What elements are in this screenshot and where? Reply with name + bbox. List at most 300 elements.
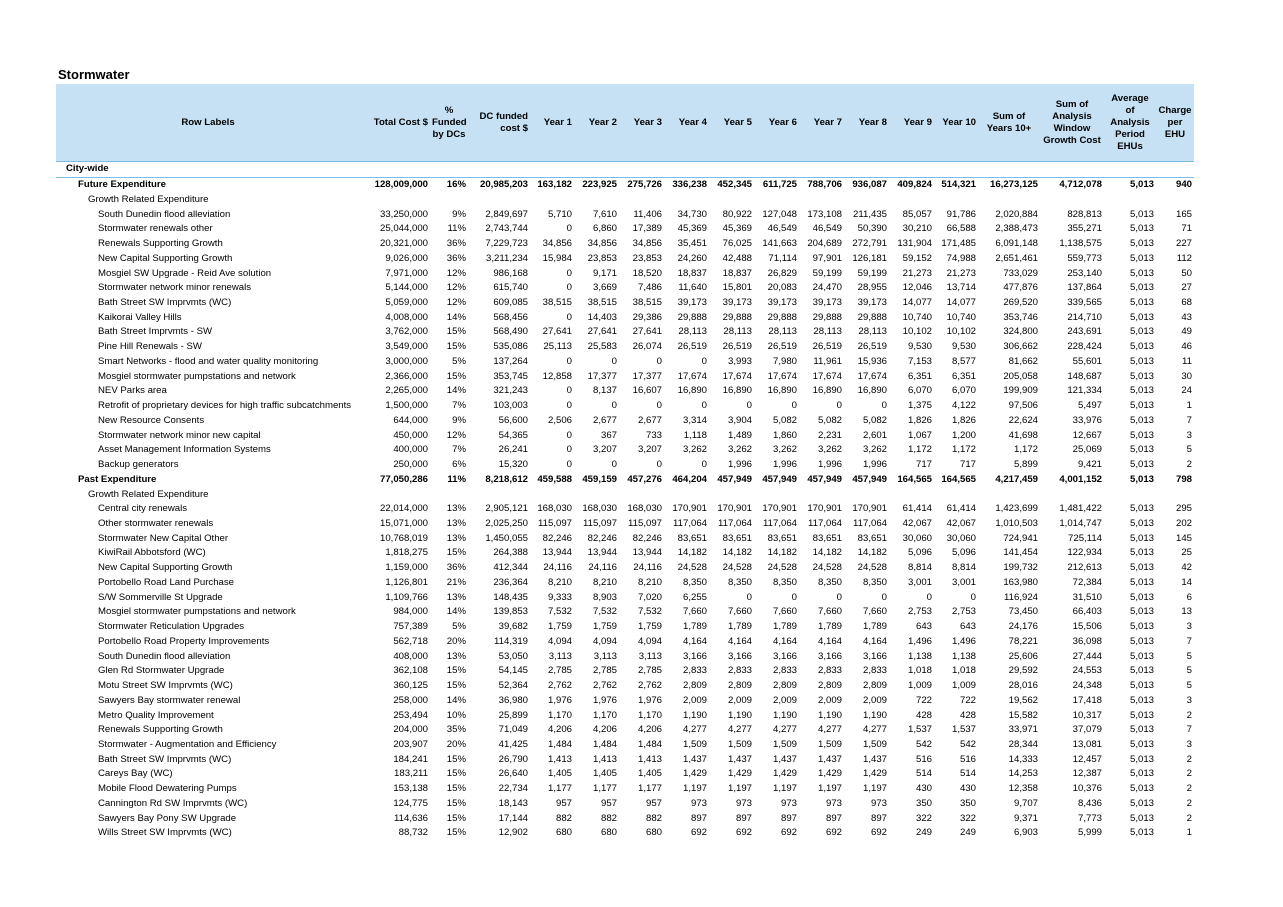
table-cell[interactable]: 350 bbox=[915, 797, 932, 809]
table-cell[interactable]: 13% bbox=[446, 532, 466, 544]
table-cell[interactable]: 50,390 bbox=[857, 223, 887, 235]
table-cell[interactable]: 18,837 bbox=[722, 267, 752, 279]
table-cell[interactable]: 1,437 bbox=[727, 753, 752, 765]
table-cell[interactable]: 7,532 bbox=[592, 606, 617, 618]
table-cell[interactable]: 0 bbox=[656, 459, 662, 471]
table-cell[interactable]: 428 bbox=[915, 709, 932, 721]
table-cell[interactable]: 170,901 bbox=[762, 503, 797, 515]
table-cell[interactable]: 34,856 bbox=[632, 238, 662, 250]
table-cell[interactable]: 0 bbox=[611, 459, 617, 471]
table-cell[interactable]: 24,348 bbox=[1072, 680, 1102, 692]
table-cell[interactable]: 71 bbox=[1181, 223, 1192, 235]
table-cell[interactable]: 3 bbox=[1186, 694, 1192, 706]
table-cell[interactable] bbox=[799, 162, 844, 178]
table-cell[interactable]: 4,094 bbox=[592, 635, 617, 647]
table-cell[interactable]: 183,211 bbox=[394, 768, 428, 780]
table-cell[interactable]: 5,013 bbox=[1129, 606, 1154, 618]
table-cell[interactable]: 1,481,422 bbox=[1059, 503, 1102, 515]
table-cell[interactable]: 5,013 bbox=[1129, 459, 1154, 471]
table-cell[interactable]: 26,790 bbox=[498, 753, 528, 765]
table-cell[interactable]: 306,662 bbox=[1003, 341, 1038, 353]
table-row[interactable] bbox=[56, 355, 1194, 370]
table-cell[interactable]: 897 bbox=[870, 812, 887, 824]
table-cell[interactable]: 542 bbox=[915, 739, 932, 750]
table-cell[interactable]: 29,386 bbox=[632, 311, 662, 323]
table-cell[interactable]: 42,488 bbox=[722, 252, 752, 264]
table-cell[interactable]: 7,610 bbox=[592, 208, 617, 220]
table-cell[interactable]: 18,837 bbox=[677, 267, 707, 279]
table-cell[interactable]: 336,238 bbox=[672, 179, 707, 191]
table-cell[interactable] bbox=[799, 192, 844, 207]
table-cell[interactable]: 42,067 bbox=[946, 517, 976, 529]
table-cell[interactable]: 680 bbox=[600, 827, 617, 839]
table-cell[interactable]: 452,345 bbox=[717, 179, 752, 191]
table-cell[interactable]: 1,429 bbox=[772, 768, 797, 780]
table-cell[interactable]: 15,320 bbox=[498, 459, 528, 471]
table-cell[interactable]: 30 bbox=[1181, 370, 1192, 382]
table-row[interactable] bbox=[56, 635, 1194, 650]
table-cell[interactable]: 33,971 bbox=[1008, 724, 1038, 736]
table-cell[interactable]: 0 bbox=[881, 591, 887, 603]
table-cell[interactable]: 1,126,801 bbox=[385, 576, 428, 588]
table-cell[interactable]: 1,860 bbox=[772, 429, 797, 441]
table-cell[interactable]: 24,528 bbox=[812, 562, 842, 574]
table-cell[interactable]: 7 bbox=[1186, 724, 1192, 736]
table-cell[interactable]: 1,138 bbox=[951, 650, 976, 662]
table-cell[interactable]: 4,122 bbox=[951, 400, 976, 412]
table-cell[interactable]: 17,418 bbox=[1072, 694, 1102, 706]
table-cell[interactable]: 171,485 bbox=[941, 238, 976, 250]
table-cell[interactable]: 5,013 bbox=[1129, 591, 1154, 603]
row-label-cell[interactable]: City-wide bbox=[56, 162, 360, 178]
table-cell[interactable]: 72,384 bbox=[1072, 576, 1102, 588]
table-cell[interactable]: 8,350 bbox=[727, 576, 752, 588]
table-cell[interactable]: 7% bbox=[452, 400, 466, 412]
table-cell[interactable]: 33,250,000 bbox=[379, 208, 428, 220]
table-cell[interactable]: 26,829 bbox=[767, 267, 797, 279]
table-cell[interactable]: 6,351 bbox=[907, 370, 932, 382]
row-label-cell[interactable]: Renewals Supporting Growth bbox=[98, 238, 223, 250]
table-cell[interactable]: 16,890 bbox=[767, 385, 797, 397]
table-cell[interactable]: 5,082 bbox=[862, 414, 887, 426]
table-cell[interactable]: 9,421 bbox=[1077, 459, 1102, 471]
table-cell[interactable]: 45,369 bbox=[677, 223, 707, 235]
table-cell[interactable]: 13,714 bbox=[946, 282, 976, 294]
table-cell[interactable]: 17,674 bbox=[767, 370, 797, 382]
table-cell[interactable]: 353,746 bbox=[1003, 311, 1038, 323]
table-cell[interactable]: 3,113 bbox=[548, 650, 572, 662]
table-cell[interactable]: 52,364 bbox=[498, 680, 528, 692]
table-cell[interactable]: 1,190 bbox=[862, 709, 887, 721]
table-cell[interactable]: 205,058 bbox=[1003, 370, 1038, 382]
table-cell[interactable]: 3,262 bbox=[862, 444, 887, 456]
table-cell[interactable]: 14,182 bbox=[677, 547, 707, 559]
table-cell[interactable]: 1,177 bbox=[592, 783, 617, 795]
table-cell[interactable]: 250,000 bbox=[393, 459, 428, 471]
table-cell[interactable]: 692 bbox=[780, 827, 797, 839]
table-row-section[interactable] bbox=[56, 162, 1194, 178]
table-cell[interactable]: 112 bbox=[1176, 252, 1192, 264]
table-cell[interactable]: 21,273 bbox=[946, 267, 976, 279]
table-cell[interactable]: 122,934 bbox=[1067, 547, 1102, 559]
table-cell[interactable]: 13,944 bbox=[542, 547, 572, 559]
row-label-cell[interactable]: Metro Quality Improvement bbox=[98, 709, 214, 721]
table-cell[interactable]: 14% bbox=[446, 694, 466, 706]
table-cell[interactable] bbox=[1040, 487, 1104, 502]
table-cell[interactable]: 0 bbox=[566, 385, 572, 397]
row-label-cell[interactable]: Growth Related Expenditure bbox=[88, 193, 209, 205]
table-cell[interactable]: 7,971,000 bbox=[385, 267, 428, 279]
table-cell[interactable]: 6,070 bbox=[907, 385, 932, 397]
table-cell[interactable]: 733 bbox=[645, 429, 662, 441]
table-cell[interactable]: 24,553 bbox=[1072, 665, 1102, 677]
column-header[interactable]: Year 8 bbox=[844, 84, 889, 162]
row-label-cell[interactable]: Motu Street SW Imprvmts (WC) bbox=[98, 680, 233, 692]
table-cell[interactable]: 2 bbox=[1186, 783, 1192, 795]
table-cell[interactable]: 0 bbox=[701, 355, 707, 367]
table-cell[interactable]: 31,510 bbox=[1072, 591, 1102, 603]
table-cell[interactable]: 54,145 bbox=[498, 665, 528, 677]
table-cell[interactable]: 5,013 bbox=[1129, 267, 1154, 279]
table-cell[interactable]: 39,682 bbox=[498, 621, 528, 633]
table-row[interactable] bbox=[56, 325, 1194, 340]
table-cell[interactable]: 2,753 bbox=[951, 606, 976, 618]
table-cell[interactable]: 28,113 bbox=[723, 326, 752, 338]
table-cell[interactable] bbox=[664, 487, 709, 502]
table-cell[interactable]: 3,113 bbox=[638, 650, 662, 662]
table-cell[interactable]: 12,457 bbox=[1072, 753, 1102, 765]
table-cell[interactable]: 184,241 bbox=[393, 753, 428, 765]
table-cell[interactable]: 2,785 bbox=[547, 665, 572, 677]
table-row[interactable] bbox=[56, 251, 1194, 266]
table-cell[interactable]: 46,549 bbox=[812, 223, 842, 235]
table-cell[interactable]: 25,044,000 bbox=[379, 223, 428, 235]
table-cell[interactable]: 73,450 bbox=[1008, 606, 1038, 618]
row-label-cell[interactable]: Mosgiel SW Upgrade - Reid Ave solution bbox=[98, 267, 272, 279]
table-cell[interactable]: 2,366,000 bbox=[385, 370, 428, 382]
table-cell[interactable]: 15,071,000 bbox=[379, 517, 428, 529]
table-cell[interactable]: 1,826 bbox=[907, 414, 932, 426]
table-cell[interactable] bbox=[889, 162, 934, 178]
table-cell[interactable]: 17,674 bbox=[722, 370, 752, 382]
row-label-cell[interactable]: Other stormwater renewals bbox=[98, 517, 214, 529]
table-cell[interactable]: 54,365 bbox=[498, 429, 528, 441]
table-cell[interactable]: 36,098 bbox=[1072, 635, 1102, 647]
table-cell[interactable]: 145 bbox=[1175, 532, 1192, 544]
table-cell[interactable]: 16,890 bbox=[812, 385, 842, 397]
table-cell[interactable]: 77,050,286 bbox=[379, 473, 428, 485]
table-cell[interactable]: 22,734 bbox=[498, 783, 528, 795]
table-cell[interactable]: 50 bbox=[1181, 267, 1192, 279]
table-row-sub[interactable] bbox=[56, 487, 1194, 502]
table-cell[interactable]: 643 bbox=[915, 621, 932, 633]
table-cell[interactable]: 724,941 bbox=[1003, 532, 1038, 544]
table-cell[interactable]: 1,437 bbox=[772, 753, 797, 765]
table-cell[interactable]: 0 bbox=[926, 591, 932, 603]
table-cell[interactable]: 5,013 bbox=[1129, 635, 1154, 647]
table-cell[interactable]: 2,743,744 bbox=[485, 223, 528, 235]
table-cell[interactable]: 19,562 bbox=[1008, 694, 1038, 706]
table-cell[interactable]: 5,013 bbox=[1129, 370, 1154, 382]
table-cell[interactable]: 74,988 bbox=[946, 252, 976, 264]
table-cell[interactable]: 5,013 bbox=[1129, 547, 1154, 559]
table-cell[interactable]: 3,211,234 bbox=[486, 252, 528, 264]
table-cell[interactable]: 14,182 bbox=[767, 547, 797, 559]
table-cell[interactable]: 973 bbox=[780, 797, 797, 809]
table-cell[interactable] bbox=[1104, 162, 1156, 178]
table-cell[interactable]: 18,520 bbox=[632, 267, 662, 279]
table-cell[interactable]: 3,993 bbox=[727, 355, 752, 367]
table-cell[interactable]: 5,899 bbox=[1013, 459, 1038, 471]
table-cell[interactable]: 4,001,152 bbox=[1059, 473, 1102, 485]
table-cell[interactable]: 984,000 bbox=[393, 606, 428, 618]
table-cell[interactable]: 24,116 bbox=[633, 562, 662, 574]
table-cell[interactable]: 5,013 bbox=[1129, 783, 1154, 795]
table-cell[interactable]: 26,074 bbox=[632, 341, 662, 353]
table-cell[interactable]: 1,509 bbox=[682, 739, 707, 750]
table-cell[interactable]: 5,013 bbox=[1129, 753, 1154, 765]
table-cell[interactable]: 1 bbox=[1186, 827, 1192, 839]
table-cell[interactable]: 1,014,747 bbox=[1059, 517, 1102, 529]
table-cell[interactable]: 5,013 bbox=[1129, 179, 1154, 191]
table-cell[interactable]: 15% bbox=[446, 326, 466, 338]
table-cell[interactable]: 269,520 bbox=[1003, 296, 1038, 308]
table-cell[interactable]: 1,429 bbox=[862, 768, 887, 780]
table-cell[interactable]: 1,197 bbox=[682, 783, 707, 795]
table-cell[interactable] bbox=[664, 192, 709, 207]
table-cell[interactable]: 321,243 bbox=[493, 385, 528, 397]
table-cell[interactable]: 0 bbox=[611, 355, 617, 367]
table-cell[interactable]: 7,773 bbox=[1077, 812, 1102, 824]
table-cell[interactable]: 2 bbox=[1186, 768, 1192, 780]
table-cell[interactable]: 153,138 bbox=[393, 783, 428, 795]
table-row[interactable] bbox=[56, 723, 1194, 738]
table-cell[interactable]: 24,116 bbox=[588, 562, 617, 574]
table-cell[interactable]: 459,159 bbox=[582, 473, 617, 485]
table-cell[interactable]: 0 bbox=[566, 459, 572, 471]
table-cell[interactable]: 3,262 bbox=[817, 444, 842, 456]
table-row[interactable] bbox=[56, 679, 1194, 694]
table-cell[interactable]: 2 bbox=[1186, 709, 1192, 721]
table-cell[interactable]: 2,905,121 bbox=[485, 503, 528, 515]
table-cell[interactable]: 3,113 bbox=[593, 650, 617, 662]
row-label-cell[interactable]: Careys Bay (WC) bbox=[98, 768, 173, 780]
table-cell[interactable]: 0 bbox=[701, 400, 707, 412]
table-row[interactable] bbox=[56, 590, 1194, 605]
column-header[interactable]: DC funded cost $ bbox=[468, 84, 530, 162]
table-cell[interactable]: 3,549,000 bbox=[385, 341, 428, 353]
table-cell[interactable]: 4,206 bbox=[547, 724, 572, 736]
table-cell[interactable] bbox=[360, 162, 430, 178]
table-cell[interactable]: 430 bbox=[959, 783, 976, 795]
table-cell[interactable]: 3,762,000 bbox=[385, 326, 428, 338]
table-cell[interactable]: 2,753 bbox=[907, 606, 932, 618]
table-cell[interactable]: 22,624 bbox=[1008, 414, 1038, 426]
table-cell[interactable]: 14,182 bbox=[722, 547, 752, 559]
table-cell[interactable]: 83,651 bbox=[677, 532, 707, 544]
table-cell[interactable]: 1,496 bbox=[907, 635, 932, 647]
table-cell[interactable]: 16,890 bbox=[677, 385, 707, 397]
table-cell[interactable]: 8,210 bbox=[637, 576, 662, 588]
table-cell[interactable]: 3,001 bbox=[907, 576, 932, 588]
table-cell[interactable]: 14% bbox=[446, 385, 466, 397]
column-header[interactable]: Charge per EHU bbox=[1156, 84, 1194, 162]
table-cell[interactable]: 127,048 bbox=[762, 208, 797, 220]
table-cell[interactable]: 137,864 bbox=[1067, 282, 1102, 294]
table-cell[interactable]: 0 bbox=[836, 400, 842, 412]
table-cell[interactable]: 3,166 bbox=[862, 650, 887, 662]
table-cell[interactable] bbox=[889, 487, 934, 502]
table-cell[interactable]: 214,710 bbox=[1067, 311, 1102, 323]
table-cell[interactable]: 7,532 bbox=[637, 606, 662, 618]
column-header[interactable]: Average of Analysis Period EHUs bbox=[1104, 84, 1156, 162]
row-label-cell[interactable]: Past Expenditure bbox=[78, 473, 157, 485]
table-cell[interactable]: 1,759 bbox=[637, 621, 662, 633]
table-cell[interactable]: 17,377 bbox=[587, 370, 617, 382]
table-cell[interactable]: 236,364 bbox=[493, 576, 528, 588]
table-cell[interactable] bbox=[934, 487, 978, 502]
table-cell[interactable]: 680 bbox=[555, 827, 572, 839]
table-cell[interactable]: 457,949 bbox=[762, 473, 797, 485]
table-cell[interactable]: 14,253 bbox=[1008, 768, 1038, 780]
table-cell[interactable]: 78,221 bbox=[1008, 635, 1038, 647]
column-header[interactable]: Year 9 bbox=[889, 84, 934, 162]
table-cell[interactable]: 7 bbox=[1186, 414, 1192, 426]
table-cell[interactable]: 7,020 bbox=[637, 591, 662, 603]
table-cell[interactable]: 26,519 bbox=[812, 341, 842, 353]
table-cell[interactable]: 35,451 bbox=[677, 238, 707, 250]
table-cell[interactable]: 115,097 bbox=[583, 517, 617, 529]
table-cell[interactable]: 34,730 bbox=[677, 208, 707, 220]
table-cell[interactable]: 2,231 bbox=[817, 429, 842, 441]
table-cell[interactable] bbox=[844, 487, 889, 502]
table-cell[interactable]: 2,265,000 bbox=[385, 385, 428, 397]
table-cell[interactable]: 117,064 bbox=[853, 517, 887, 529]
table-cell[interactable]: 1,484 bbox=[637, 739, 662, 750]
table-row[interactable] bbox=[56, 738, 1194, 753]
table-cell[interactable]: 23,853 bbox=[632, 252, 662, 264]
table-cell[interactable]: 23,853 bbox=[587, 252, 617, 264]
table-cell[interactable]: 692 bbox=[825, 827, 842, 839]
table-cell[interactable]: 83,651 bbox=[722, 532, 752, 544]
table-cell[interactable]: 131,904 bbox=[897, 238, 932, 250]
table-cell[interactable]: 1,190 bbox=[727, 709, 752, 721]
table-cell[interactable]: 1,484 bbox=[547, 739, 572, 750]
table-cell[interactable] bbox=[1104, 192, 1156, 207]
table-cell[interactable]: 16,890 bbox=[722, 385, 752, 397]
table-cell[interactable]: 2,651,461 bbox=[995, 252, 1038, 264]
table-cell[interactable]: 0 bbox=[566, 444, 572, 456]
row-label-cell[interactable]: Stormwater network minor renewals bbox=[98, 282, 252, 294]
row-label-cell[interactable]: Stormwater New Capital Other bbox=[98, 532, 229, 544]
table-cell[interactable]: 27 bbox=[1181, 282, 1192, 294]
table-cell[interactable]: 9% bbox=[452, 208, 466, 220]
table-cell[interactable]: 5,497 bbox=[1077, 400, 1102, 412]
column-header[interactable]: Year 6 bbox=[754, 84, 799, 162]
table-cell[interactable]: 5,013 bbox=[1129, 797, 1154, 809]
table-cell[interactable]: 973 bbox=[735, 797, 752, 809]
table-cell[interactable]: 897 bbox=[825, 812, 842, 824]
table-cell[interactable]: 643 bbox=[959, 621, 976, 633]
table-cell[interactable]: 1,170 bbox=[547, 709, 572, 721]
table-cell[interactable]: 3,166 bbox=[772, 650, 797, 662]
table-cell[interactable]: 38,515 bbox=[632, 296, 662, 308]
table-cell[interactable]: 39,173 bbox=[722, 296, 752, 308]
table-cell[interactable]: 68 bbox=[1181, 296, 1192, 308]
table-cell[interactable]: 9,530 bbox=[951, 341, 976, 353]
table-cell[interactable]: 1,996 bbox=[727, 459, 752, 471]
table-cell[interactable]: 59,199 bbox=[812, 267, 842, 279]
table-cell[interactable]: 1 bbox=[1186, 400, 1192, 412]
table-cell[interactable]: 957 bbox=[555, 797, 572, 809]
table-cell[interactable]: 204,000 bbox=[393, 724, 428, 736]
table-cell[interactable]: 2 bbox=[1186, 797, 1192, 809]
table-cell[interactable]: 4,164 bbox=[682, 635, 707, 647]
table-cell[interactable]: 10,768,019 bbox=[379, 532, 428, 544]
table-cell[interactable]: 0 bbox=[656, 400, 662, 412]
table-cell[interactable]: 4,008,000 bbox=[385, 311, 428, 323]
table-cell[interactable]: 17,377 bbox=[632, 370, 662, 382]
table-cell[interactable]: 4,277 bbox=[727, 724, 752, 736]
table-cell[interactable]: 4,094 bbox=[637, 635, 662, 647]
table-row[interactable] bbox=[56, 546, 1194, 561]
table-cell[interactable]: 22,014,000 bbox=[379, 503, 428, 515]
row-label-cell[interactable]: KiwiRail Abbotsford (WC) bbox=[98, 547, 206, 559]
table-cell[interactable]: 17,674 bbox=[677, 370, 707, 382]
table-cell[interactable]: 3,166 bbox=[727, 650, 752, 662]
table-cell[interactable]: 91,786 bbox=[946, 208, 976, 220]
table-cell[interactable]: 1,509 bbox=[862, 739, 887, 750]
table-cell[interactable]: 170,901 bbox=[717, 503, 752, 515]
table-cell[interactable]: 12% bbox=[446, 267, 466, 279]
table-cell[interactable]: 39,173 bbox=[857, 296, 887, 308]
table-cell[interactable]: 0 bbox=[746, 591, 752, 603]
table-cell[interactable]: 5,013 bbox=[1129, 724, 1154, 736]
table-cell[interactable]: 514,321 bbox=[941, 179, 976, 191]
table-cell[interactable]: 559,773 bbox=[1067, 252, 1102, 264]
table-cell[interactable]: 8,350 bbox=[682, 576, 707, 588]
table-cell[interactable]: 459,588 bbox=[537, 473, 572, 485]
table-cell[interactable]: 2,785 bbox=[592, 665, 617, 677]
table-cell[interactable]: 13% bbox=[446, 503, 466, 515]
table-cell[interactable] bbox=[430, 162, 468, 178]
table-cell[interactable]: 1,118 bbox=[683, 429, 707, 441]
table-cell[interactable]: 10,376 bbox=[1072, 783, 1102, 795]
table-cell[interactable]: 1,138,575 bbox=[1059, 238, 1102, 250]
table-cell[interactable]: 2,833 bbox=[772, 665, 797, 677]
table-cell[interactable]: 128,009,000 bbox=[374, 179, 428, 191]
table-cell[interactable]: 56,600 bbox=[498, 414, 528, 426]
table-cell[interactable]: 38,515 bbox=[542, 296, 572, 308]
table-cell[interactable]: 5% bbox=[452, 621, 466, 633]
table-cell[interactable]: 4,164 bbox=[817, 635, 842, 647]
row-label-cell[interactable]: Sawyers Bay Pony SW Upgrade bbox=[98, 812, 237, 824]
table-cell[interactable]: 137,264 bbox=[493, 355, 528, 367]
table-cell[interactable]: 2 bbox=[1186, 753, 1192, 765]
table-cell[interactable]: 83,651 bbox=[857, 532, 887, 544]
row-label-cell[interactable]: NEV Parks area bbox=[98, 385, 167, 397]
table-row[interactable] bbox=[56, 458, 1194, 473]
table-cell[interactable]: 2 bbox=[1186, 812, 1192, 824]
table-cell[interactable]: 29,592 bbox=[1008, 665, 1038, 677]
table-cell[interactable]: 1,429 bbox=[682, 768, 707, 780]
table-cell[interactable]: 2,009 bbox=[817, 694, 842, 706]
table-cell[interactable]: 29,888 bbox=[857, 311, 887, 323]
table-cell[interactable]: 5% bbox=[452, 355, 466, 367]
table-cell[interactable]: 4,277 bbox=[772, 724, 797, 736]
table-cell[interactable]: 1,759 bbox=[592, 621, 617, 633]
table-cell[interactable]: 34,856 bbox=[587, 238, 617, 250]
